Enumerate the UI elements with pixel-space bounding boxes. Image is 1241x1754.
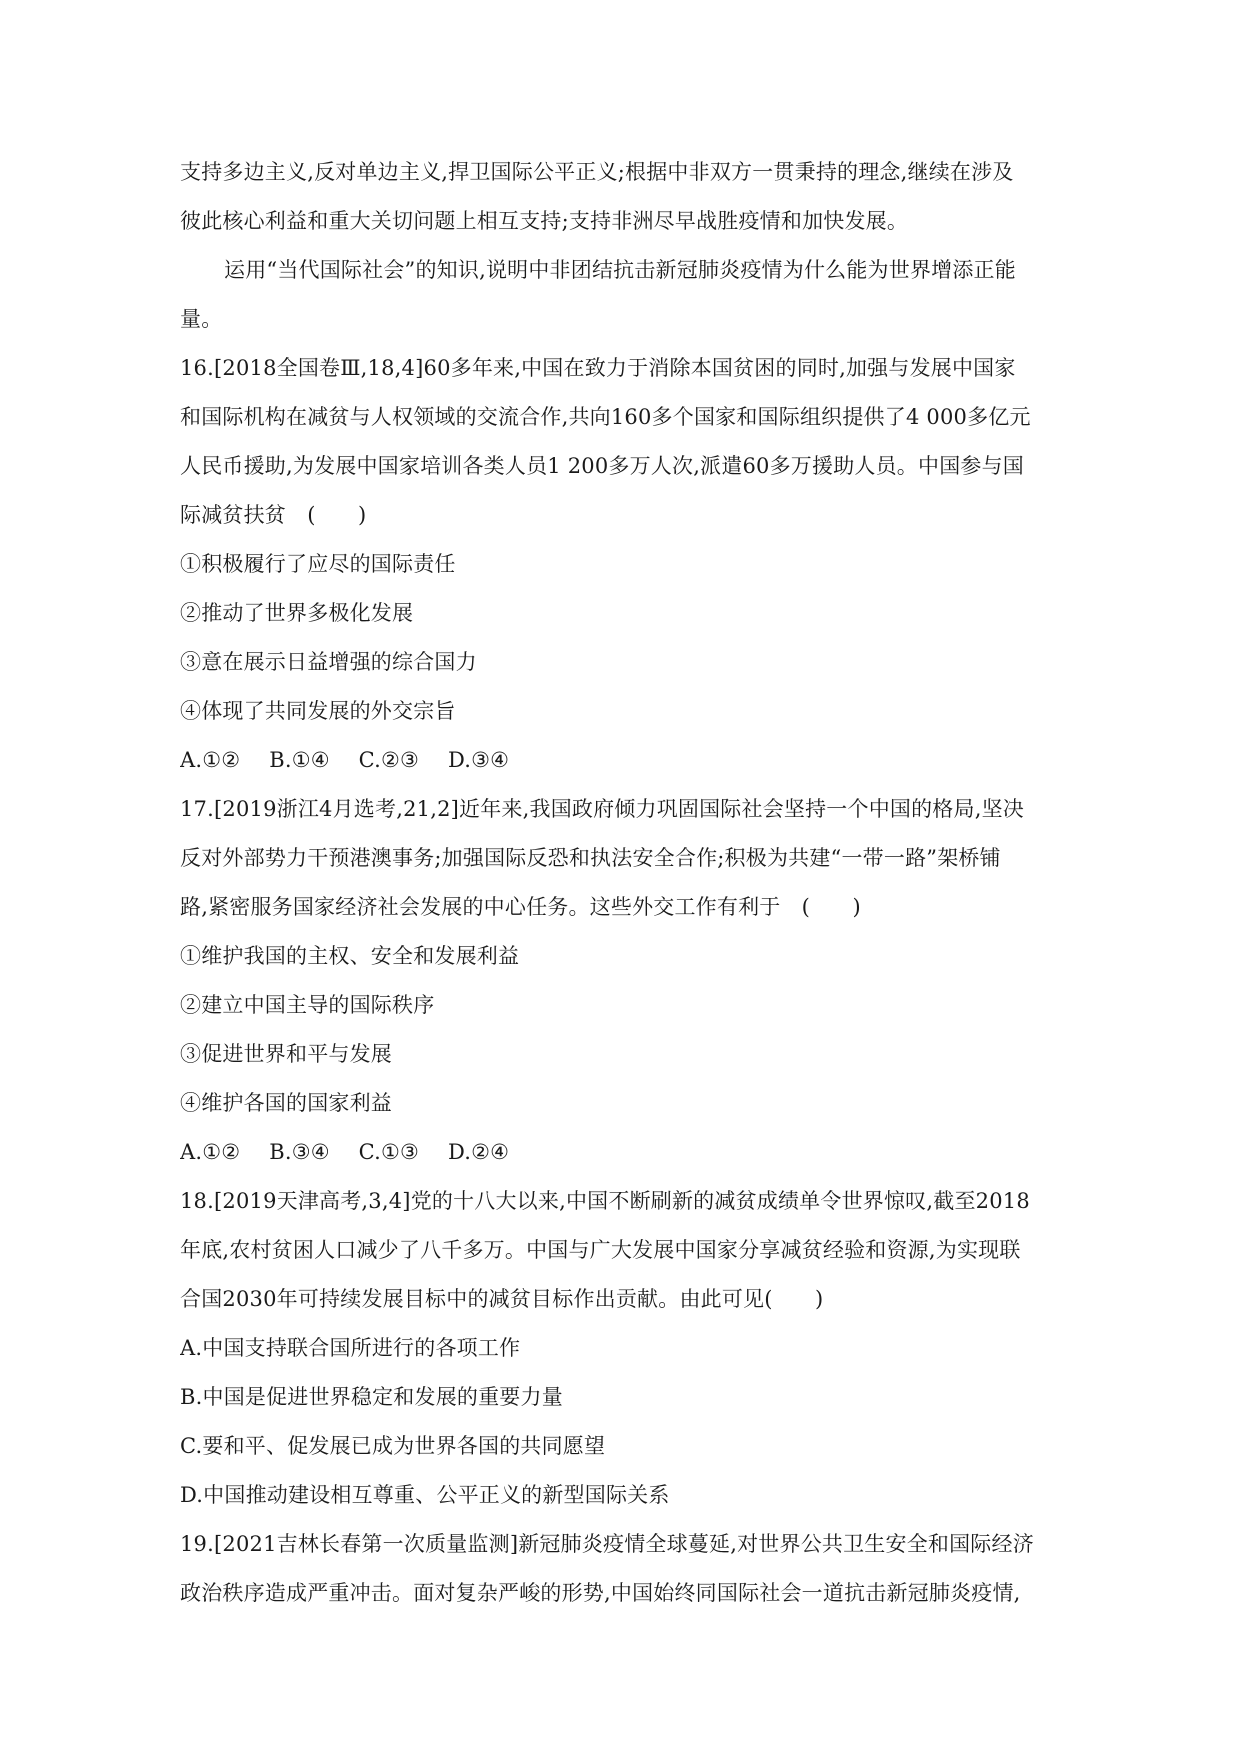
q17-options (180, 1128, 1070, 1177)
prompt-line-2: 量。 (180, 307, 223, 331)
intro-line-1: 支持多边主义,反对单边主义,捍卫国际公平正义;根据中非双方一贯秉持的理念,继续在涉及 (180, 160, 1014, 184)
q16-option-d[interactable]: D.③④ (447, 748, 510, 772)
intro-line-2: 彼此核心利益和重大关切问题上相互支持;支持非洲尽早战胜疫情和加快发展。 (180, 209, 909, 233)
q18-choice-a[interactable]: A.中国支持联合国所进行的各项工作 (180, 1336, 521, 1360)
q18-choice-d[interactable]: D.中国推动建设相互尊重、公平正义的新型国际关系 (180, 1483, 670, 1507)
q17-option-c[interactable]: C.①③ (358, 1140, 420, 1164)
q17-item-1: ①维护我国的主权、安全和发展利益 (180, 944, 520, 968)
q17-option-b[interactable]: B.③④ (269, 1140, 330, 1164)
q17-stem-line-2: 反对外部势力干预港澳事务;加强国际反恐和执法安全合作;积极为共建“一带一路”架桥铺 (180, 846, 1001, 870)
q16-stem-line-4: 际减贫扶贫 ( ) (180, 503, 367, 527)
q18-choice-b[interactable]: B.中国是促进世界稳定和发展的重要力量 (180, 1385, 563, 1409)
q19-stem-line-1: 19.[2021吉林长春第一次质量监测]新冠肺炎疫情全球蔓延,对世界公共卫生安全和国际经济 (180, 1532, 1034, 1556)
q16-stem-line-3: 人民币援助,为发展中国家培训各类人员1 200多万人次,派遣60多万援助人员。中国参与国 (180, 454, 1024, 478)
q17-item-2: ②建立中国主导的国际秩序 (180, 993, 435, 1017)
q18-stem-line-1: 18.[2019天津高考,3,4]党的十八大以来,中国不断刷新的减贫成绩单令世界惊叹,截至2018 (180, 1189, 1030, 1213)
q16-options (180, 736, 1070, 785)
q16-item-1: ①积极履行了应尽的国际责任 (180, 552, 456, 576)
q17-option-d[interactable]: D.②④ (447, 1140, 510, 1164)
q17-stem-line-3: 路,紧密服务国家经济社会发展的中心任务。这些外交工作有利于 ( ) (180, 895, 861, 919)
q16-option-c[interactable]: C.②③ (358, 748, 420, 772)
q17-item-4: ④维护各国的国家利益 (180, 1091, 392, 1115)
q19-stem-line-2: 政治秩序造成严重冲击。面对复杂严峻的形势,中国始终同国际社会一道抗击新冠肺炎疫情, (180, 1581, 1021, 1605)
q16-stem-line-1: 16.[2018全国卷Ⅲ,18,4]60多年来,中国在致力于消除本国贫困的同时,加强与发展中国家 (180, 356, 1016, 380)
q16-option-a[interactable]: A.①② (180, 748, 241, 772)
q18-choice-c[interactable]: C.要和平、促发展已成为世界各国的共同愿望 (180, 1434, 606, 1458)
q17-option-a[interactable]: A.①② (180, 1140, 241, 1164)
q17-stem-line-1: 17.[2019浙江4月选考,21,2]近年来,我国政府倾力巩固国际社会坚持一个中国的格局,坚决 (180, 797, 1024, 821)
q16-option-b[interactable]: B.①④ (269, 748, 330, 772)
q16-item-4: ④体现了共同发展的外交宗旨 (180, 699, 456, 723)
q17-item-3: ③促进世界和平与发展 (180, 1042, 392, 1066)
q16-item-2: ②推动了世界多极化发展 (180, 601, 414, 625)
q16-stem-line-2: 和国际机构在减贫与人权领域的交流合作,共向160多个国家和国际组织提供了4 000多亿元 (180, 405, 1031, 429)
q18-stem-line-3: 合国2030年可持续发展目标中的减贫目标作出贡献。由此可见( ) (180, 1287, 824, 1311)
prompt-line-1: 运用“当代国际社会”的知识,说明中非团结抗击新冠肺炎疫情为什么能为世界增添正能 (224, 258, 1016, 282)
document-page (180, 148, 1070, 1618)
q16-item-3: ③意在展示日益增强的综合国力 (180, 650, 477, 674)
q18-stem-line-2: 年底,农村贫困人口减少了八千多万。中国与广大发展中国家分享减贫经验和资源,为实现联 (180, 1238, 1021, 1262)
